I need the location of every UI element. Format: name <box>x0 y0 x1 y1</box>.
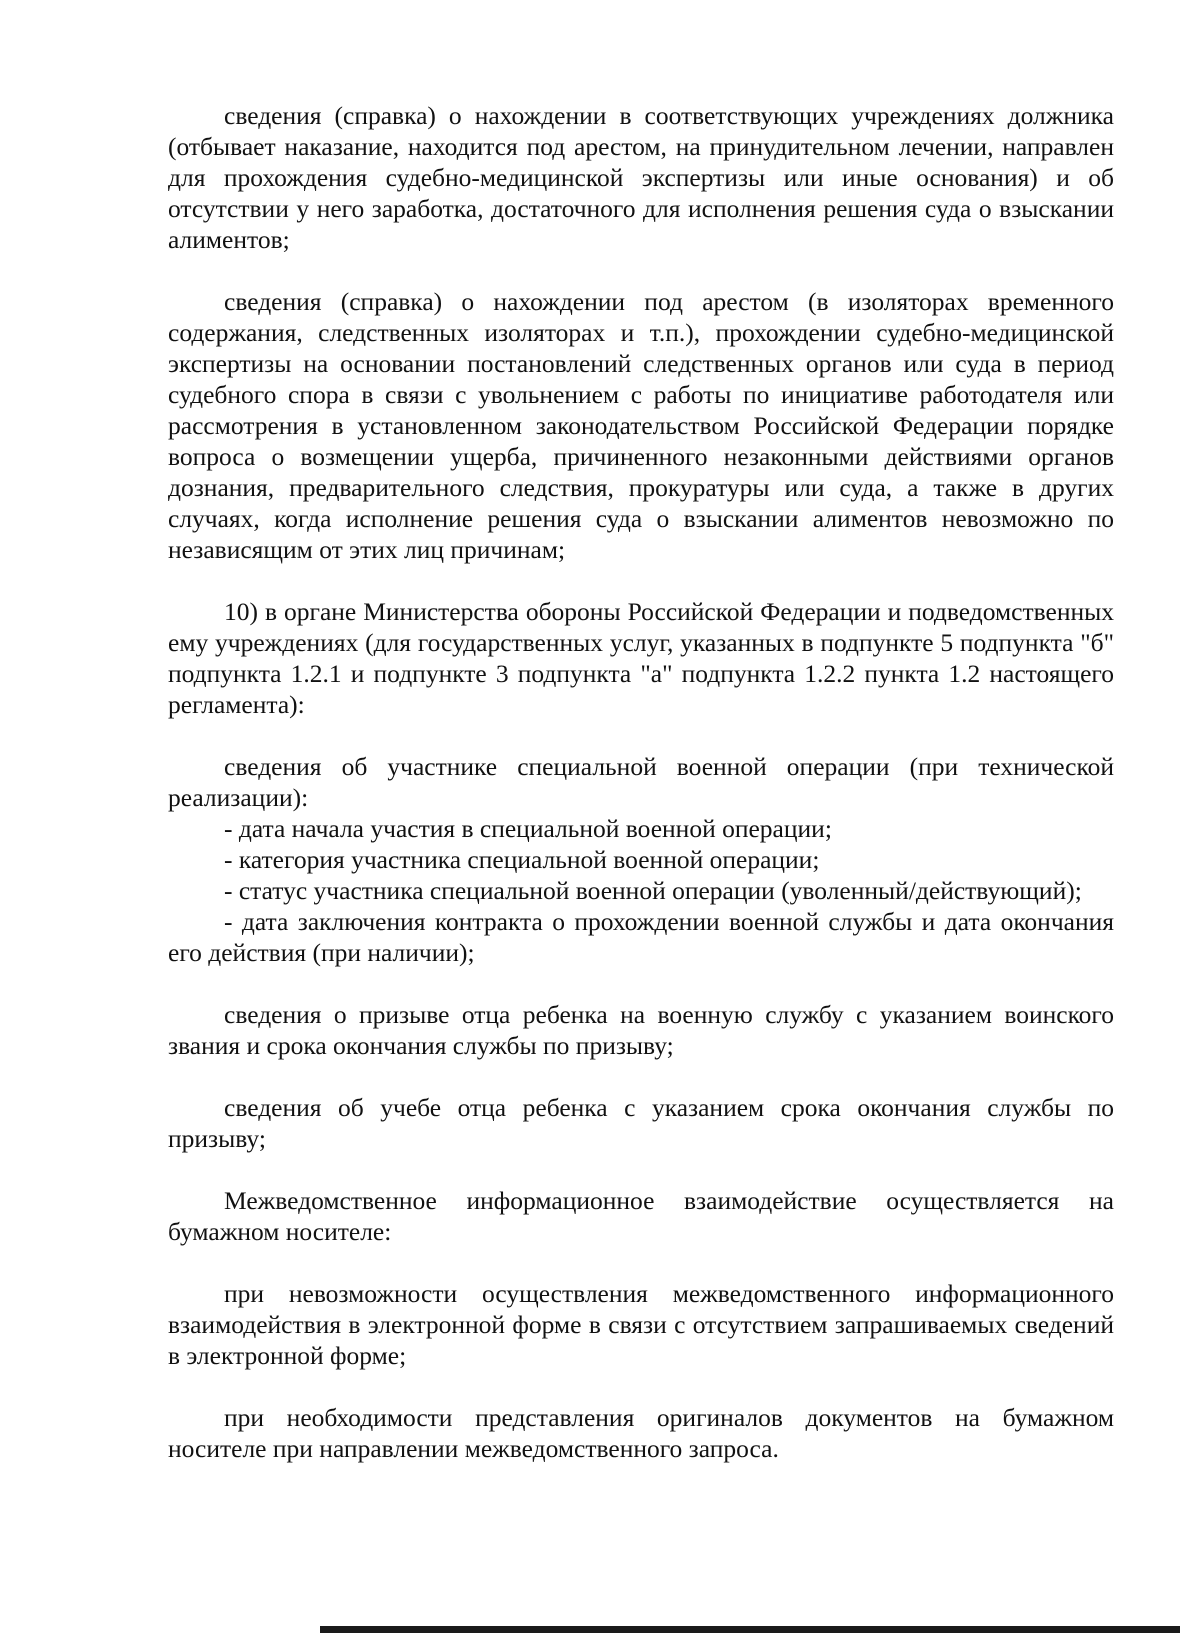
paragraph-father-conscription: сведения о призыве отца ребенка на военную службу с указанием воинского звания и срока окончания службы по призыву; <box>168 1000 1114 1060</box>
svo-item-contract: - дата заключения контракта о прохождении военной службы и дата окончания его действия (при наличии); <box>168 907 1114 967</box>
svo-item-start-date: - дата начала участия в специальной военной операции; <box>224 814 832 843</box>
paragraph-svo-intro: сведения об участнике специальной военной операции (при технической реализации): <box>168 752 1114 812</box>
scan-edge-bar <box>320 1626 1180 1633</box>
paragraph-paper-interaction: Межведомственное информационное взаимодействие осуществляется на бумажном носителе: <box>168 1186 1114 1246</box>
paragraph-father-study: сведения об учебе отца ребенка с указанием срока окончания службы по призыву; <box>168 1093 1114 1153</box>
document-page <box>168 100 1114 1495</box>
svo-item-category: - категория участника специальной военной операции; <box>224 845 820 874</box>
paragraph-no-electronic: при невозможности осуществления межведомственного информационного взаимодействия в электронной форме в связи с отсутствием запрашиваемых сведений в электронной форме; <box>168 1279 1114 1370</box>
paragraph-arrest-info: сведения (справка) о нахождении под арестом (в изоляторах временного содержания, следственных изоляторах и т.п.), прохождении судебно-медицинской экспертизы на основании постановлений следственных органов или суда в период судебного спора в связи с увольнением с работы по инициативе работодателя или рассмотрения в установленном законодательством Российской Федерации порядке вопроса о возмещении ущерба, причиненного незаконными действиями органов дознания, предварительного следствия, прокуратуры или суда, а также в других случаях, когда исполнение решения суда о взыскании алиментов невозможно по независящим от этих лиц причинам; <box>168 287 1114 564</box>
paragraph-originals-required: при необходимости представления оригиналов документов на бумажном носителе при направлении межведомственного запроса. <box>168 1403 1114 1463</box>
paragraph-defense-ministry: 10) в органе Министерства обороны Российской Федерации и подведомственных ему учреждениях (для государственных услуг, указанных в подпункте 5 подпункта "б" подпункта 1.2.1 и подпункте 3 подпункта "а" подпункта 1.2.2 пункта 1.2 настоящего регламента): <box>168 597 1114 719</box>
paragraph-custody-info: сведения (справка) о нахождении в соответствующих учреждениях должника (отбывает наказание, находится под арестом, на принудительном лечении, направлен для прохождения судебно-медицинской экспертизы или иные основания) и об отсутствии у него заработка, достаточного для исполнения решения суда о взыскании алиментов; <box>168 101 1114 254</box>
svo-item-status: - статус участника специальной военной операции (уволенный/действующий); <box>224 876 1082 905</box>
